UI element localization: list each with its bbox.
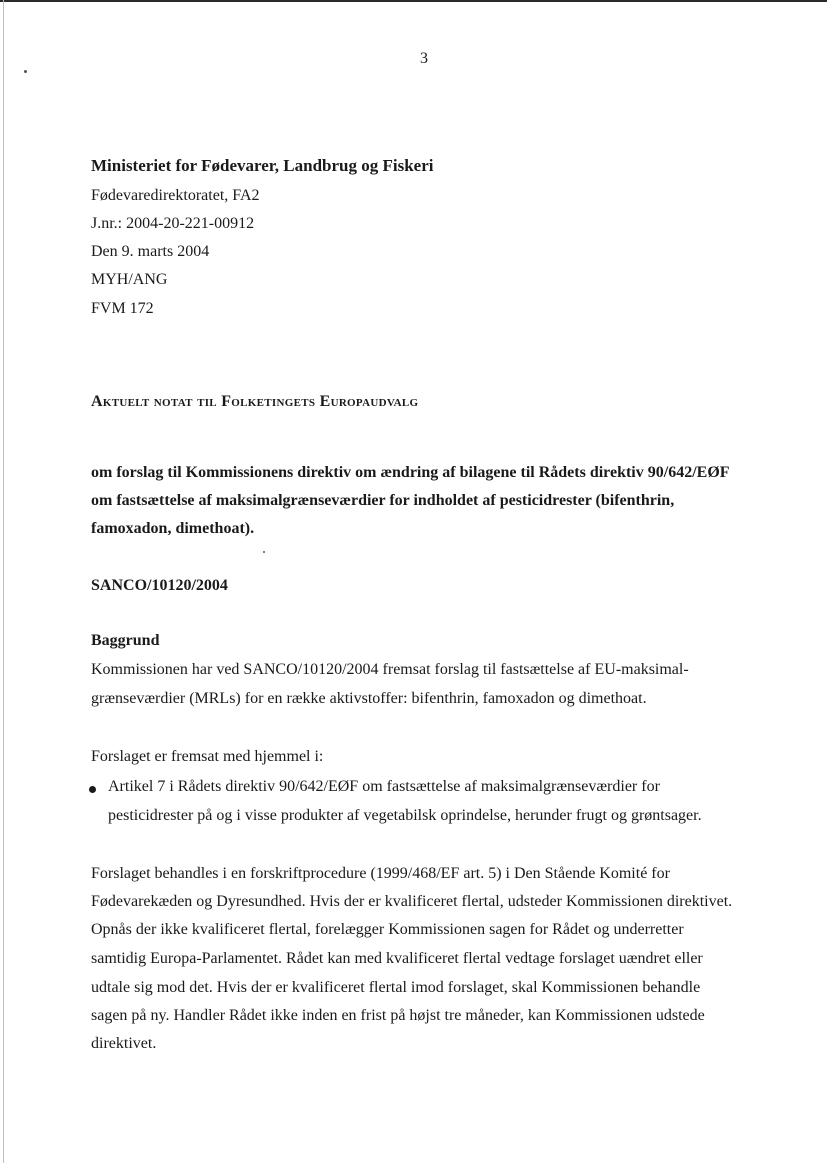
paragraph-line: sagen på ny. Handler Rådet ikke inden en frist på højst tre måneder, kan Kommissionen udstede [91,1007,705,1024]
top-scan-border [0,0,827,2]
bullet-dot [89,786,96,793]
subject-line: famoxadon, dimethoat). [91,520,255,537]
paragraph-line: direktivet. [91,1035,157,1052]
sanco-reference: SANCO/10120/2004 [91,577,228,594]
paragraph-line: samtidig Europa-Parlamentet. Rådet kan med kvalificeret flertal vedtage forslaget uændret eller [91,950,703,967]
paragraph-line: udtale sig mod det. Hvis der er kvalificeret flertal imod forslaget, skal Kommissionen behandle [91,979,701,996]
scan-speck [24,70,27,73]
section-heading-baggrund: Baggrund [91,632,160,649]
bullet-item-line: pesticidrester på og i visse produkter af vegetabilsk oprindelse, herunder frugt og grøntsager. [108,807,702,824]
scan-speck [263,551,265,553]
subject-line: om forslag til Kommissionens direktiv om ændring af bilagene til Rådets direktiv 90/642/EØF [91,464,730,481]
paragraph-line: Forslaget er fremsat med hjemmel i: [91,748,324,765]
page-number: 3 [420,50,428,67]
directorate: Fødevaredirektoratet, FA2 [91,187,260,204]
bullet-item-line: Artikel 7 i Rådets direktiv 90/642/EØF om fastsættelse af maksimalgrænseværdier for [108,778,660,795]
paragraph-line: Fødevarekæden og Dyresundhed. Hvis der er kvalificeret flertal, udsteder Kommissionen direktivet. [91,893,733,910]
journal-number: J.nr.: 2004-20-221-00912 [91,215,255,232]
initials: MYH/ANG [91,271,168,288]
paragraph-line: grænseværdier (MRLs) for en række aktivstoffer: bifenthrin, famoxadon og dimethoat. [91,690,647,707]
document-title: Aktuelt notat til Folketingets Europaudvalg [91,393,419,410]
ministry-name: Ministeriet for Fødevarer, Landbrug og Fiskeri [91,156,434,175]
reference-code: FVM 172 [91,300,154,317]
paragraph-line: Opnås der ikke kvalificeret flertal, forelægger Kommissionen sagen for Rådet og underretter [91,921,684,938]
paragraph-line: Forslaget behandles i en forskriftprocedure (1999/468/EF art. 5) i Den Stående Komité for [91,865,670,882]
paragraph-line: Kommissionen har ved SANCO/10120/2004 fremsat forslag til fastsættelse af EU-maksimal- [91,661,689,678]
left-scan-edge [3,0,4,1163]
subject-line: om fastsættelse af maksimalgrænseværdier for indholdet af pesticidrester (bifenthrin, [91,492,675,509]
document-date: Den 9. marts 2004 [91,243,210,260]
